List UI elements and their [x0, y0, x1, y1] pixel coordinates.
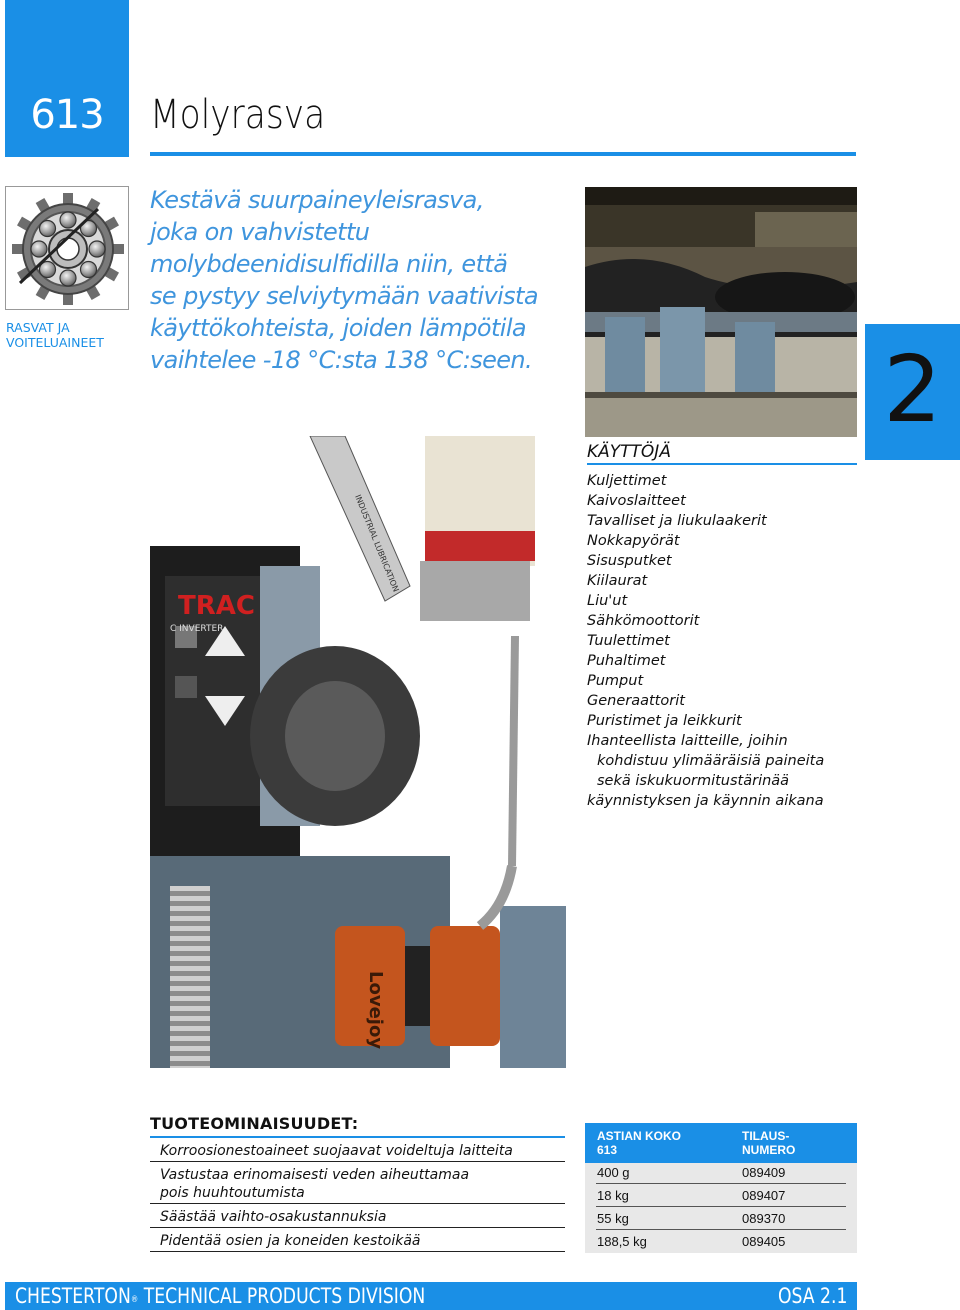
- list-item: Sisusputket: [587, 553, 672, 569]
- uses-heading: KÄYTTÖJÄ: [587, 442, 671, 462]
- list-item: Tavalliset ja liukulaakerit: [587, 513, 767, 529]
- list-item: Puristimet ja leikkurit: [587, 713, 742, 729]
- title-rule: [150, 152, 856, 156]
- division-name: TECHNICAL PRODUCTS DIVISION: [138, 1284, 426, 1308]
- order-number-cell: 089405: [742, 1234, 786, 1249]
- feature-item: Vastustaa erinomaisesti veden aiheuttamaa pois huuhtoutumista: [150, 1162, 565, 1204]
- column-header-line: TILAUS-: [742, 1129, 790, 1143]
- size-cell: 18 kg: [597, 1188, 629, 1203]
- conveyor-photo: [585, 187, 857, 437]
- feature-item: Korroosionestoaineet suojaavat voideltuja laitteita: [150, 1138, 565, 1162]
- column-header-size: [597, 1129, 681, 1157]
- list-item: Pumput: [587, 673, 644, 689]
- list-item: Kuljettimet: [587, 473, 667, 489]
- machine-photo: [150, 436, 566, 1068]
- category-line-1: RASVAT JA: [6, 320, 70, 335]
- column-header-line: ASTIAN KOKO: [597, 1129, 681, 1143]
- feature-item: Säästää vaihto-osakustannuksia: [150, 1204, 565, 1228]
- category-line-2: VOITELUAINEET: [6, 335, 104, 350]
- table-row: [596, 1160, 846, 1184]
- brand-name: CHESTERTON: [15, 1284, 131, 1308]
- column-header-number: [742, 1129, 795, 1157]
- svg-text:Lovejoy: Lovejoy: [365, 971, 386, 1050]
- column-header-line: 613: [597, 1143, 618, 1157]
- category-label: [6, 320, 104, 350]
- list-item: Kaivoslaitteet: [587, 493, 686, 509]
- svg-text:TRAC: TRAC: [178, 591, 255, 621]
- size-cell: 55 kg: [597, 1211, 629, 1226]
- list-item: Generaattorit: [587, 693, 685, 709]
- list-item: Liu'ut: [587, 593, 628, 609]
- order-number-cell: 089370: [742, 1211, 786, 1226]
- svg-text:C INVERTER: C INVERTER: [170, 624, 224, 634]
- feature-item: Pidentää osien ja koneiden kestoikää: [150, 1228, 565, 1252]
- table-row: [596, 1229, 846, 1252]
- size-cell: 188,5 kg: [597, 1234, 647, 1249]
- product-title: Molyrasva: [150, 92, 326, 138]
- page-number: OSA 2.1: [778, 1284, 848, 1308]
- uses-list: [587, 471, 824, 811]
- list-item: Sähkömoottorit: [587, 613, 700, 629]
- list-item: Puhaltimet: [587, 653, 666, 669]
- uses-rule: [587, 463, 857, 465]
- list-item: sekä iskukuormitustärinää: [597, 773, 790, 789]
- list-item: Ihanteellista laitteille, joihin: [587, 733, 788, 749]
- intro-text: Kestävä suurpaineyleisrasva, joka on vahvistettu molybdeenidisulfidilla niin, että se pystyy selviytymään vaativista käyttökohteista, joiden lämpötila vaihtelee -18 °C:sta 138 °C:seen.: [150, 186, 538, 374]
- list-item: Tuulettimet: [587, 633, 670, 649]
- list-item: käynnistyksen ja käynnin aikana: [587, 793, 824, 809]
- section-number: 2: [883, 336, 942, 443]
- gear-bearing-icon: [5, 186, 129, 310]
- features-heading: TUOTEOMINAISUUDET:: [150, 1114, 359, 1133]
- footer-division: [15, 1284, 425, 1308]
- column-header-line: NUMERO: [742, 1143, 796, 1157]
- order-number-cell: 089407: [742, 1188, 786, 1203]
- svg-text:INDUSTRIAL LUBRICATION: INDUSTRIAL LUBRICATION: [353, 493, 401, 594]
- table-row: [596, 1206, 846, 1230]
- product-code: 613: [30, 92, 104, 138]
- list-item: Kiilaurat: [587, 573, 648, 589]
- table-row: [596, 1183, 846, 1207]
- list-item: Nokkapyörät: [587, 533, 680, 549]
- size-cell: 400 g: [597, 1165, 630, 1180]
- features-list: [150, 1138, 565, 1252]
- registered-mark: ®: [130, 1295, 139, 1305]
- order-number-cell: 089409: [742, 1165, 786, 1180]
- list-item: kohdistuu ylimääräisiä paineita: [597, 753, 825, 769]
